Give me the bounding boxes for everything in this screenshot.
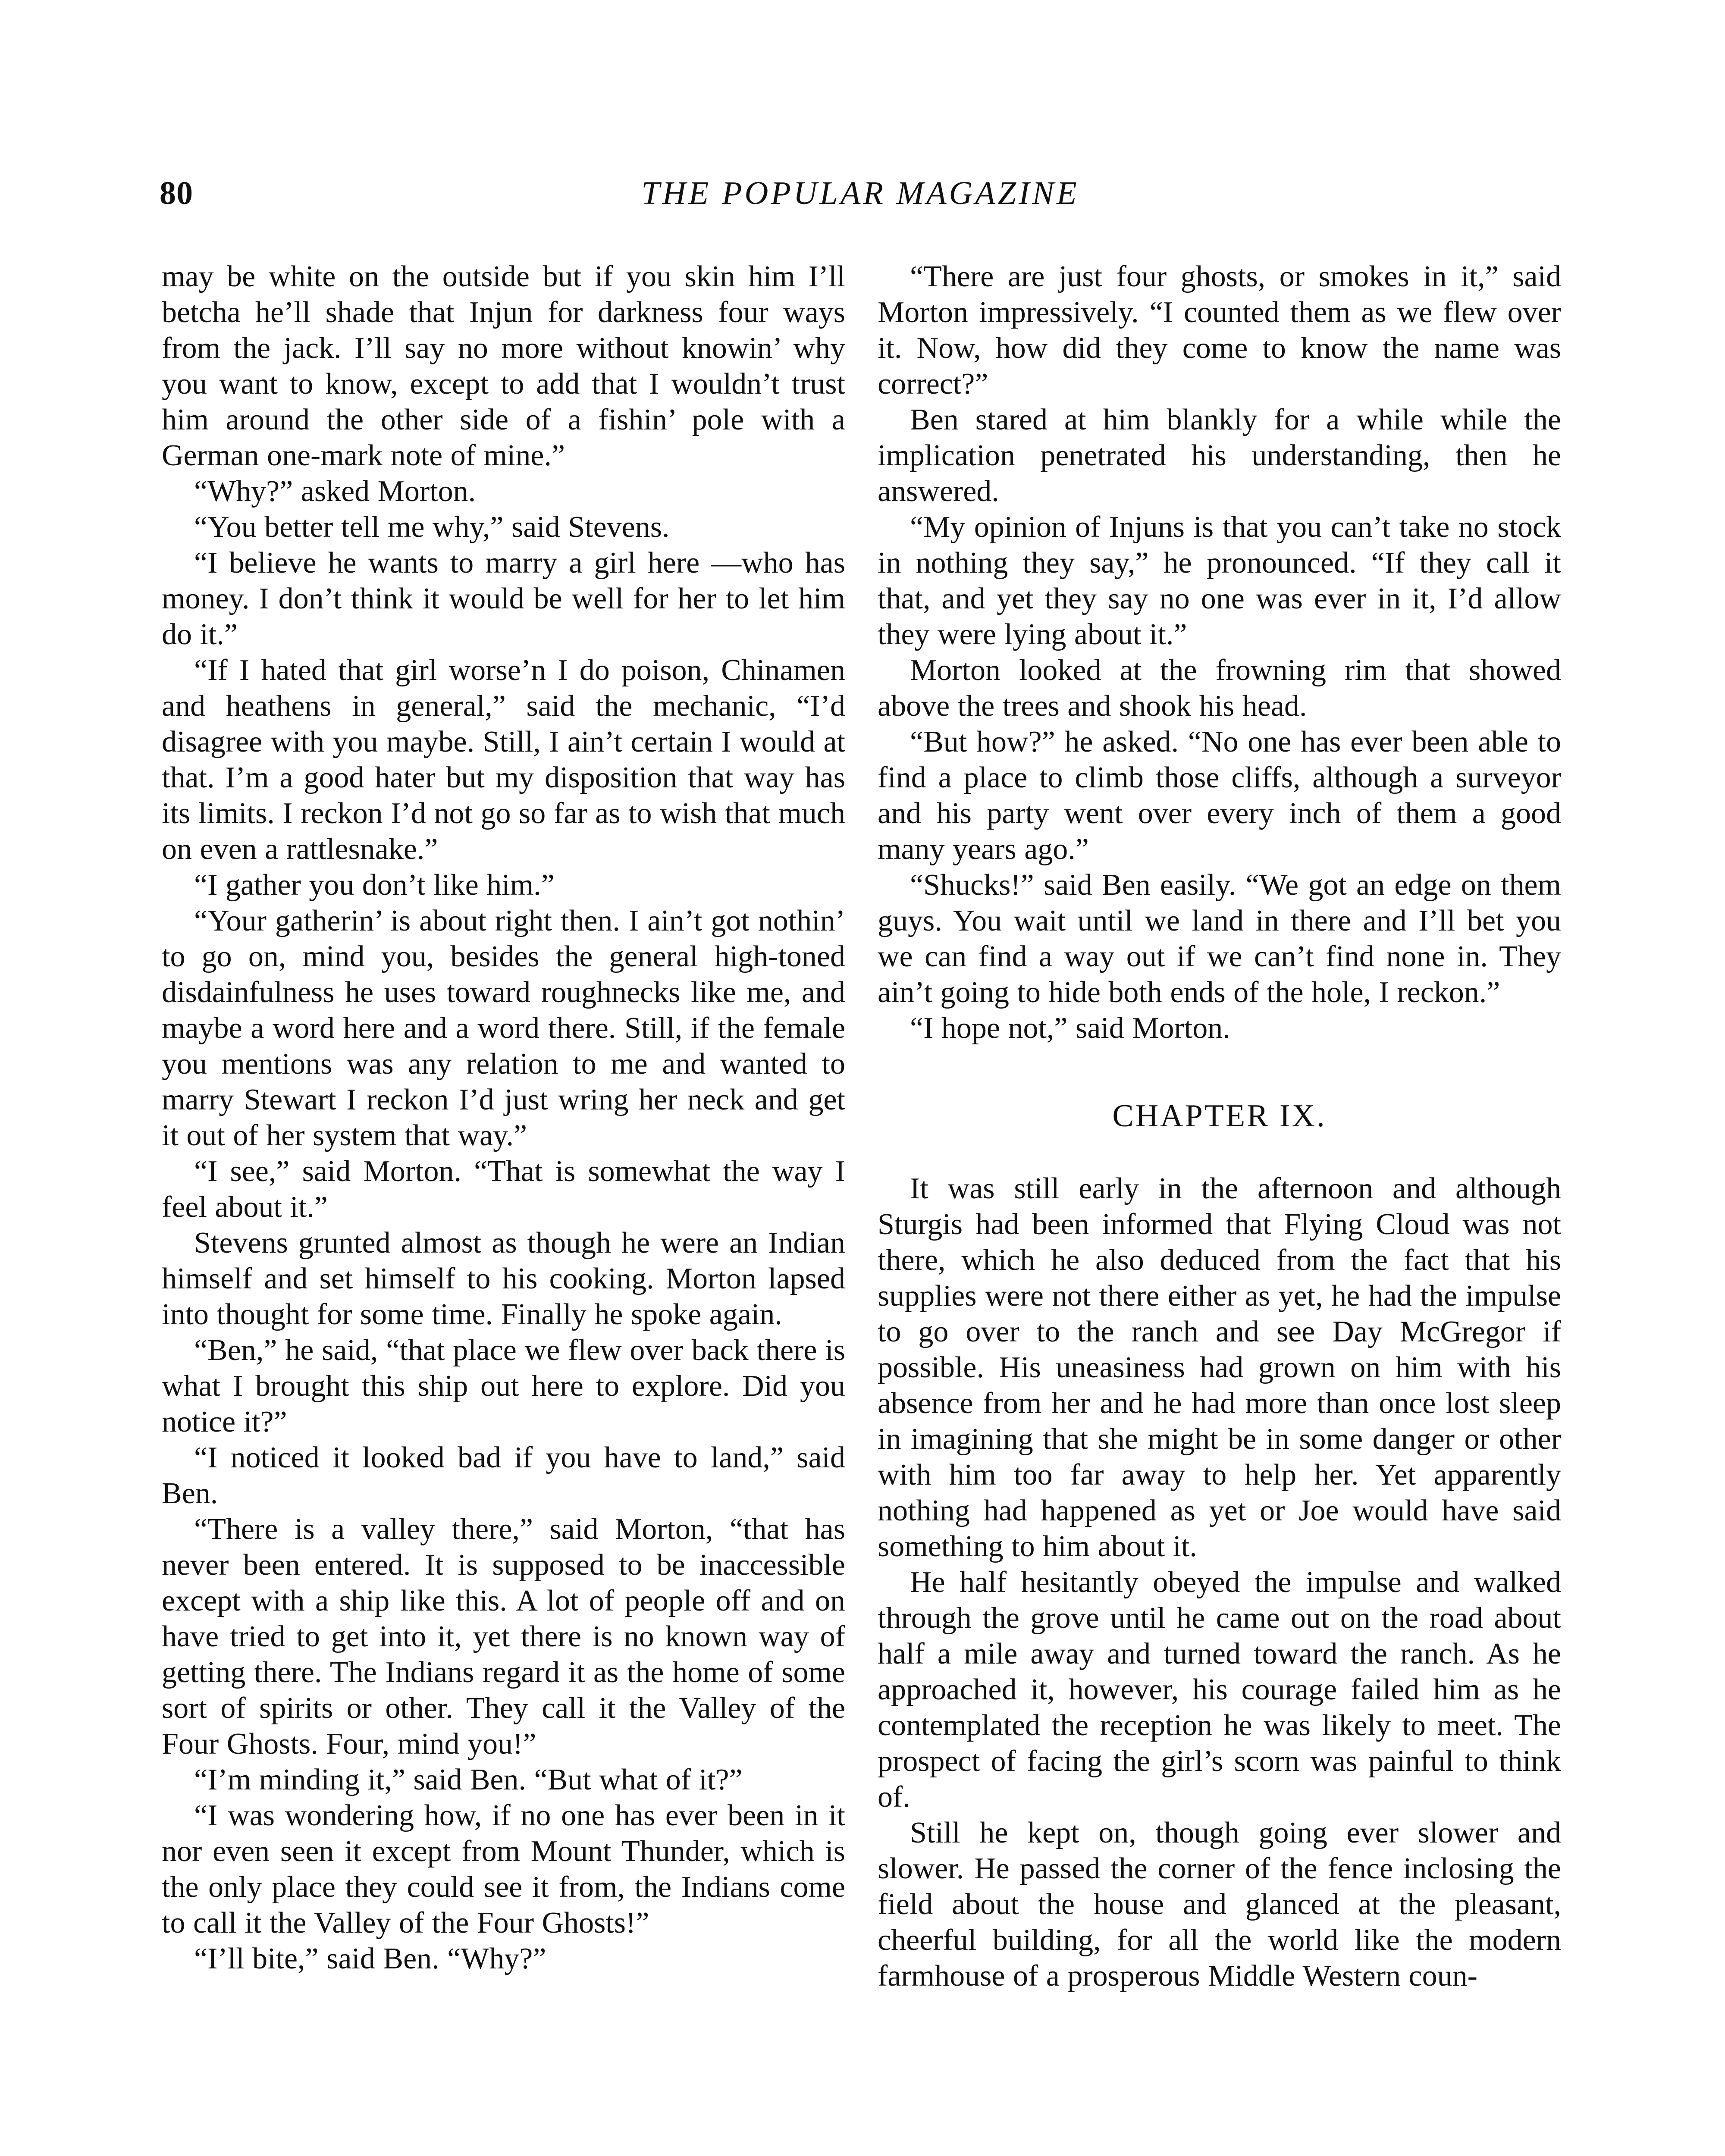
right-paragraph: He half hesitantly obeyed the impulse and walked through the grove until he came out on the road about half a mile away and turned toward the ranch. As he approached it, however, his courage failed him as he contemplated the reception he was likely to meet. The prospect of facing the girl’s scorn was painful to think of. — [878, 1566, 1561, 1814]
page-number: 80 — [160, 175, 193, 211]
left-paragraph: “I’ll bite,” said Ben. “Why?” — [194, 1942, 546, 1975]
right-paragraph: Morton looked at the frowning rim that showed above the trees and shook his head. — [878, 654, 1561, 723]
left-paragraph: “You better tell me why,” said Stevens. — [194, 511, 670, 544]
right-paragraph: Ben stared at him blankly for a while while the implication penetrated his understanding, then he answered. — [878, 403, 1561, 508]
magazine-title: THE POPULAR MAGAZINE — [641, 175, 1079, 211]
right-paragraph: “But how?” he asked. “No one has ever been able to find a place to climb those cliffs, although a surveyor and his party went over every inch of them a good many years ago.” — [878, 725, 1561, 866]
left-paragraph: “I believe he wants to marry a girl here —who has money. I don’t think it would be well for her to let him do it.” — [162, 546, 845, 651]
left-paragraph: “There is a valley there,” said Morton, “that has never been entered. It is supposed to be inaccessible except with a ship like this. A lot of people off and on have tried to get into it, yet there is no known way of getting there. The Indians regard it as the home of some sort of spirits or other. They call it the Valley of the Four Ghosts. Four, mind you!” — [162, 1513, 845, 1761]
left-paragraph: “Why?” asked Morton. — [194, 475, 476, 508]
left-paragraph: “I was wondering how, if no one has ever been in it nor even seen it except from Mount Thunder, which is the only place they could see it from, the Indians come to call it the Valley of the Four Ghosts!” — [162, 1799, 845, 1940]
left-paragraph: “Your gatherin’ is about right then. I ain’t got nothin’ to go on, mind you, besides the general high-toned disdainfulness he uses toward roughnecks like me, and maybe a word here and a word there. Still, if the female you mentions was any relation to me and wanted to marry Stewart I reckon I’d just wring her neck and get it out of her system that way.” — [162, 904, 845, 1152]
right-paragraph: “My opinion of Injuns is that you can’t take no stock in nothing they say,” he pronounced. “If they call it that, and yet they say no one was ever in it, I’d allow they were lying about it.” — [878, 511, 1561, 651]
right-paragraph: It was still early in the afternoon and although Sturgis had been informed that Flying Cloud was not there, which he also deduced from the fact that his supplies were not there either as yet, he had the impulse to go over to the ranch and see Day McGregor if possible. His uneasiness had grown on him with his absence from her and he had more than once lost sleep in imagining that she might be in some danger or other with him too far away to help her. Yet apparently nothing had happened as yet or Joe would have said something to him about it. — [878, 1172, 1561, 1563]
page-header — [160, 177, 1561, 224]
right-text-column — [878, 259, 1561, 1994]
left-paragraph: “I’m minding it,” said Ben. “But what of it?” — [194, 1763, 743, 1796]
left-text-column — [162, 259, 845, 1977]
chapter-heading: CHAPTER IX. — [1112, 1098, 1327, 1134]
right-paragraph: “There are just four ghosts, or smokes in it,” said Morton impressively. “I counted them as we flew over it. Now, how did they come to know the name was correct?” — [878, 260, 1561, 401]
left-paragraph: “I see,” said Morton. “That is somewhat the way I feel about it.” — [162, 1155, 845, 1224]
left-paragraph: “If I hated that girl worse’n I do poison, Chinamen and heathens in general,” said the mechanic, “I’d disagree with you maybe. Still, I ain’t certain I would at that. I’m a good hater but my disposition that way has its limits. I reckon I’d not go so far as to wish that much on even a rattlesnake.” — [162, 654, 845, 866]
right-paragraph: “I hope not,” said Morton. — [910, 1012, 1230, 1045]
left-paragraph: “I noticed it looked bad if you have to land,” said Ben. — [162, 1441, 845, 1510]
left-paragraph: Stevens grunted almost as though he were an Indian himself and set himself to his cooking. Morton lapsed into thought for some time. Finally he spoke again. — [162, 1226, 845, 1331]
right-paragraph: Still he kept on, though going ever slower and slower. He passed the corner of the fence inclosing the field about the house and glanced at the pleasant, cheerful building, for all the world like the modern farmhouse of a prosperous Middle Western coun- — [878, 1816, 1561, 1993]
left-paragraph: “Ben,” he said, “that place we flew over back there is what I brought this ship out here to explore. Did you notice it?” — [162, 1334, 845, 1438]
right-paragraph: “Shucks!” said Ben easily. “We got an edge on them guys. You wait until we land in there and I’ll bet you we can find a way out if we can’t find none in. They ain’t going to hide both ends of the hole, I reckon.” — [878, 868, 1561, 1009]
left-paragraph: “I gather you don’t like him.” — [194, 868, 555, 902]
left-paragraph: may be white on the outside but if you skin him I’ll betcha he’ll shade that Injun for darkness four ways from the jack. I’ll say no more without knowin’ why you want to know, except to add that I wouldn’t trust him around the other side of a fishin’ pole with a German one-mark note of mine.” — [162, 260, 845, 472]
